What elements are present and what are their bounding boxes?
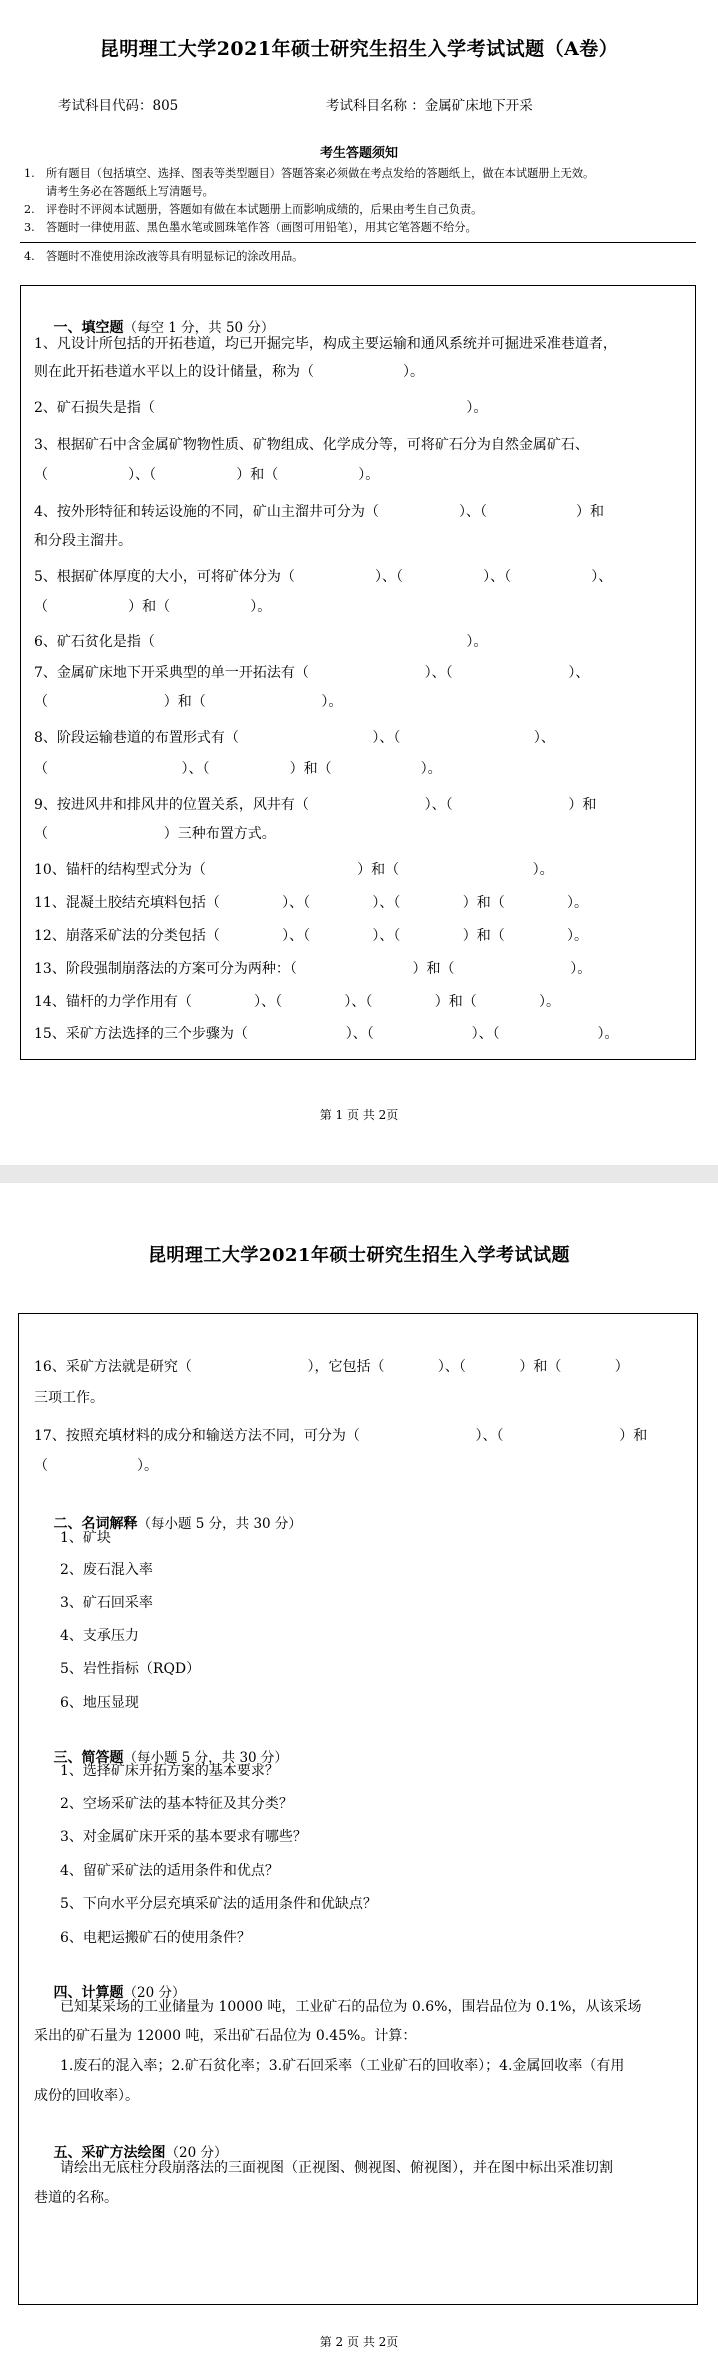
question-line: 2、矿石损失是指（ ）。 [34, 400, 488, 416]
section5-heading: 五、采矿方法绘图（20 分） [53, 2145, 228, 2161]
section1-heading: 一、填空题（每空 1 分，共 50 分） [53, 320, 275, 336]
question-line: 17、按照充填材料的成分和输送方法不同，可分为（ ）、（ ）和 [34, 1428, 648, 1444]
calc-line: 采出的矿石量为 12000 吨，采出矿石品位为 0.45%。计算： [34, 2028, 417, 2044]
subject-code: 考试科目代码：805 [58, 98, 179, 114]
question-item: 3、对金属矿床开采的基本要求有哪些？ [60, 1829, 307, 1845]
question-line: （ ）。 [34, 1458, 159, 1474]
section2-heading: 二、名词解释（每小题 5 分，共 30 分） [53, 1516, 302, 1532]
draw-line: 巷道的名称。 [34, 2190, 118, 2206]
question-line: 和分段主溜井。 [34, 533, 132, 549]
exam-title: 昆明理工大学2021年硕士研究生招生入学考试试题（A卷） [99, 38, 619, 60]
question-line: 12、崩落采矿法的分类包括（ ）、（ ）、（ ）和（ ）。 [34, 928, 589, 944]
term-item: 5、岩性指标（RQD） [60, 1661, 201, 1677]
question-item: 4、留矿采矿法的适用条件和优点？ [60, 1863, 279, 1879]
question-line: 13、阶段强制崩落法的方案可分为两种：（ ）和（ ）。 [34, 961, 592, 977]
term-item: 1、矿块 [60, 1530, 111, 1546]
question-item: 2、空场采矿法的基本特征及其分类？ [60, 1796, 293, 1812]
term-item: 6、地压显现 [60, 1695, 139, 1711]
calc-line: 成份的回收率）。 [34, 2088, 139, 2104]
question-line: （ ）、（ ）和（ ）。 [34, 467, 380, 483]
exam-title: 昆明理工大学2021年硕士研究生招生入学考试试题 [147, 1245, 571, 1266]
term-item: 2、废石混入率 [60, 1562, 153, 1578]
question-line: 4、按外形特征和转运设施的不同，矿山主溜井可分为（ ）、（ ）和 [34, 504, 605, 520]
draw-line: 请绘出无底柱分段崩落法的三面视图（正视图、侧视图、俯视图），并在图中标出采准切割 [60, 2160, 613, 2176]
question-line: 3、根据矿石中含金属矿物物性质、矿物组成、化学成分等，可将矿石分为自然金属矿石、 [34, 437, 589, 453]
question-line: 15、采矿方法选择的三个步骤为（ ）、（ ）、（ ）。 [34, 1026, 619, 1042]
exam-page-2 [0, 1183, 718, 2366]
calc-line: 1.废石的混入率；2.矿石贫化率；3.矿石回采率（工业矿石的回收率）；4.金属回收率（有用 [60, 2058, 625, 2074]
question-line: 9、按进风井和排风井的位置关系，风井有（ ）、（ ）和 [34, 797, 597, 813]
question-line: （ ）和（ ）。 [34, 599, 272, 615]
question-item: 5、下向水平分层充填采矿法的适用条件和优缺点？ [60, 1896, 377, 1912]
question-line: 7、金属矿床地下开采典型的单一开拓法有（ ）、（ ）、 [34, 665, 590, 681]
notice-divider [20, 242, 696, 243]
term-item: 4、支承压力 [60, 1628, 139, 1644]
question-line: 三项工作。 [34, 1390, 104, 1406]
page-footer: 第 2 页 共 2页 [319, 2335, 399, 2349]
term-item: 3、矿石回采率 [60, 1595, 153, 1611]
question-line: 10、锚杆的结构型式分为（ ）和（ ）。 [34, 862, 554, 878]
section4-heading: 四、计算题（20 分） [53, 1985, 186, 2001]
question-line: （ ）、（ ）和（ ）。 [34, 761, 442, 777]
question-line: （ ）和（ ）。 [34, 694, 343, 710]
question-item: 6、电耙运搬矿石的使用条件？ [60, 1930, 251, 1946]
question-line: 8、阶段运输巷道的布置形式有（ ）、（ ）、 [34, 730, 555, 746]
page-footer: 第 1 页 共 2页 [319, 1108, 399, 1122]
calc-line: 已知某采场的工业储量为 10000 吨，工业矿石的品位为 0.6%，围岩品位为 0.1%，从该采场 [60, 1999, 642, 2015]
question-line: 则在此开拓巷道水平以上的设计储量，称为（ ）。 [34, 364, 425, 380]
exam-page-1: 昆明理工大学2021年硕士研究生招生入学考试试题（A卷） 考试科目代码：805 考试科目名称 ：金属矿床地下开采 考生答题须知 1. 所有题目（包括填空、选择、图表等类型题目）答题答案必须做在考点发给的答题纸上，做在本试题册上无效。 请考生务必在答题纸上写清题号。 2. 评卷时不评阅本试题册，答题如有做在本试题册上而影响成绩的，后果由考生自己负责。 3. 答题时一律使用蓝、黑色墨水笔或圆珠笔作答（画图可用铅笔），用其它笔答题不给分。 4. 答题时不准使用涂改液等具有明显标记的涂改用品。 一、填空题（每空 1 分，共 50 分） 1、凡设计所包括的开拓巷道，均已开掘完毕，构成主要运输和通风系统并可掘进采准巷道者， 则在此开拓巷道水平以上的设计储量，称为（ ）。 2、矿石损失是指（ ）。 3、根据矿石中含金属矿物物性质、矿物组成、化学成分等，可将矿石分为自然金属矿石、 （ ）、（ ）和（ ）。 4、按外形特征和转运设施的不同，矿山主溜井可分为（ ）、（ ）和 和分段主溜井。 5、根据矿体厚度的大小，可将矿体分为（ ）、（ ）、（ ）、 （ ）和（ ）。 6、矿石贫化是指（ ）。 7、金属矿床地下开采典型的单一开拓法有（ ）、（ ）、 （ ）和（ ）。 8、阶段运输巷道的布置形式有（ ）、（ ）、 （ ）、（ ）和（ ）。 9、按进风井和排风井的位置关系，风井有（ ）、（ ）和 （ ）三种布置方式。 10、锚杆的结构型式分为（ ）和（ ）。 11、混凝土胶结充填料包括（ ）、（ ）、（ ）和（ ）。 12、崩落采矿法的分类包括（ ）、（ ）、（ ）和（ ）。 13、阶段强制崩落法的方案可分为两种：（ ）和（ ）。 14、锚杆的力学作用有（ ）、（ ）、（ ）和（ ）。 15、采矿方法选择的三个步骤为（ ）、（ ）、（ ）。 第 1 页 共 2页 [0, 0, 718, 1165]
question-line: 14、锚杆的力学作用有（ ）、（ ）、（ ）和（ ）。 [34, 994, 561, 1010]
question-line: 16、采矿方法就是研究（ ），它包括（ ）、（ ）和（ ） [34, 1359, 629, 1375]
question-item: 1、选择矿床开拓方案的基本要求？ [60, 1763, 279, 1779]
question-line: 5、根据矿体厚度的大小，可将矿体分为（ ）、（ ）、（ ）、 [34, 569, 613, 585]
question-line: 6、矿石贫化是指（ ）。 [34, 634, 488, 650]
question-line: 1、凡设计所包括的开拓巷道，均已开掘完毕，构成主要运输和通风系统并可掘进采准巷道者， [34, 336, 617, 352]
question-line: （ ）三种布置方式。 [34, 826, 276, 842]
notice-title: 考生答题须知 [319, 146, 398, 161]
section3-heading: 三、简答题（每小题 5 分，共 30 分） [53, 1750, 288, 1766]
question-line: 11、混凝土胶结充填料包括（ ）、（ ）、（ ）和（ ）。 [34, 895, 589, 911]
subject-name: 考试科目名称 ：金属矿床地下开采 [326, 98, 533, 114]
